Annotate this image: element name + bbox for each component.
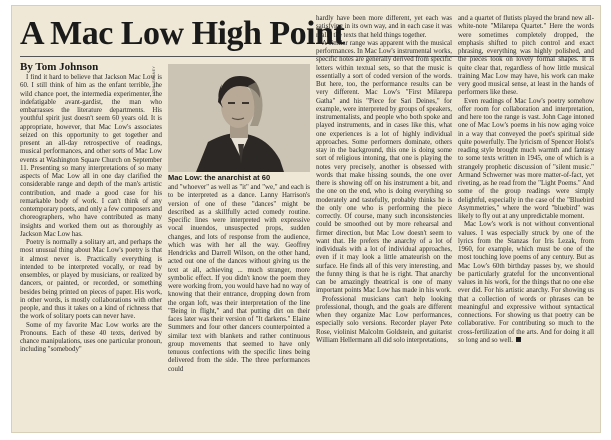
photo-credit: MOHN SWANEY (152, 66, 156, 97)
paragraph: Some of my favorite Mac Low works are the Pronouns. Each of these 40 texts, derived by chance manipulations, uses one particular pronoun, including "somebody" (20, 321, 162, 354)
paragraph: I find it hard to believe that Jackson Mac Low is 60. I still think of him as the enfant terrible, the wild chance poet, the intermedia experimenter, the indefatigable avant-gardist, the man who embarrasses the literature departments. His youthful spirit just doesn't seem 60 years old. It is appropriate, however, that Mac Low's associates seized on this opportunity to get together and present an all-day retrospective of readings, musical performances, and other sorts of Mac Low events at Washington Square Church on September 11. Presenting so many interpretations of so many aspects of Mac Low all in one day clarified the considerable range and depth of the man's artistic contribution, and made a good case for his remarkable body of work. I can't think of any contemporary poets, and only a few composers and choreographers, who have contributed as many insights and worked them out as thoroughly as Jackson Mac Low has. (20, 74, 162, 238)
paragraph: hardly have been more different, yet each was satisfying in its own way, and in each case it was really the texts that held things together. (316, 15, 452, 39)
end-of-article-mark (516, 337, 521, 342)
headline: A Mac Low High Point (20, 15, 345, 52)
article-column-3 (316, 15, 452, 430)
paragraph: Even readings of Mac Low's poetry somehow offer room for collaboration and interpretation, and here too the range is vast. John Cage intoned one of Mac Low's poems in his now aging voice in a way that conveyed the poet's spiritual side quite powerfully. The lyricism of Spencer Holst's reading style brought much warmth and fantasy to some texts written in 1945, one of which is a strangely prophetic discussion of "silent music." Armand Schwerner was more matter-of-fact, yet riveting, as he read from the "Light Poems." And some of the group readings were simply delightful, especially in the case of the "Bluebird Asymmetries," where the word "bluebird" was likely to fly out at any unpredictable moment. (458, 97, 594, 220)
paragraph: and a quartet of flutists played the brand new all-white-note "Milarepa Quartet." Here the words were sometimes completely dropped, the emphasis shifted to pitch control and exact phrasing, everything was highly polished, and the pieces took on lovely formal shapes. It is quite clear that, regardless of how little musical training Mac Low may have, his work can make very good musical sense, at least in the hands of performers like these. (458, 15, 594, 97)
paragraph (458, 221, 594, 345)
article-column-2 (168, 184, 310, 430)
paragraph: and "whoever" as well as "it" and "we," and each is to be interpreted as a dance. Lanny Harrison's version of one of these "dances" might be described as a skillfully acted comedy routine. Specific lines were interpreted with expressive vocal inuendos, unsuspected props, sudden changes, and lots of response from the audience, which was with her all the way. Geoffrey Hendricks and Darrell Wilson, on the other hand, acted out one of the dances without giving us the text at all, achieving ... much stranger, more symbolic effect. If you didn't know the poem they were working from, you would have had no way of knowing that their entrance, dropping down from the organ loft, was their interpretation of the line "Being in flight," and that putting dirt on their faces later was their version of "It darkens." Elaine Summers and four other dancers counterpointed a similar text with blankets and rather continuous group movements that seemed to have only tenuous confections with the specific lines being delivered from the side. The three performances could (168, 184, 310, 373)
photo-caption: Mac Low: the anarchist at 60 (168, 173, 271, 182)
portrait-illustration (168, 64, 310, 172)
article-column-1 (20, 74, 162, 430)
newspaper-clipping (12, 6, 600, 432)
portrait-photo (168, 64, 310, 172)
paragraph: A similar range was apparent with the musical performances. In Mac Low's instrumental works, specific notes are generally derived from specific letters within textual sets, so that the music is essentially a sort of coded version of the words. But here, too, the performance results can be very different. Mac Low's "First Milarepa Gatha" and his "Piece for Sari Deines," for example, were interpreted by groups of speakers, instrumentalists, and people who both spoke and played instruments, and in cases like this, what one experiences is a lot of highly individual approaches. Some performers dominate, others stay in the background, this one is doing some sort of religious intoning, that one is playing the notes very precisely, another is obsessed with words that make hissing sounds, the one over there is showing off on his instrument a bit, and the one on the end, who is doing everything so moderately and tastefully, probably thinks he is the only one who is performing the piece correctly. Of course, many such inconsistencies could be smoothed out by more rehearsal and firmer direction, but Mac Low doesn't seem to want that. He prefers the anarchy of a lot of individuals with a lot of individual approaches, even if it may look a little amateurish on the surface. He finds all of this very interesting, and the funny thing is that he is right. That anarchy can be amazingly theatrical is one of many important points Mac Low has made in his work. (316, 39, 452, 295)
paragraph-text: Mac Low's work is not without conventional values. I was especially struck by one of the lyrics from the Stanzas for Iris Lezak, from 1960, for example, which must be one of the most touching love poems of any century. But as Mac Low's 60th birthday passes by, we should be particularly grateful for the unconventional values in his work, for the things that no one else ever did. For his artistic anarchy. For showing us that a collection of words or phrases can be meaningful and expressive without syntactical connections. For showing us that poetry can be collaborative. For contributing so much to the cross-fertilization of the arts. And for doing it all so long and so well. (458, 221, 594, 344)
byline: By Tom Johnson (20, 61, 99, 73)
paragraph: Poetry is normally a solitary art, and perhaps the most unusual thing about Mac Low's poetry is that it almost never is. Practically everything is intended to be interpreted vocally, or read by ensembles, or played by musicians, or realized by dancers, or painted, or recorded, or something besides being printed on pieces of paper. His work, in other words, is mostly collaborations with other people, and thus it takes on a kind of richness that the work of solitary poets can never have. (20, 239, 162, 321)
paragraph: Professional musicians can't help looking professional, though, and the goals are different when they organize Mac Low performances, especially solo versions. Recorder player Pete Rose, violinist Malcolm Goldstein, and guitarist William Hellermann all did solo interpretations, (316, 295, 452, 344)
article-column-4 (458, 15, 594, 430)
